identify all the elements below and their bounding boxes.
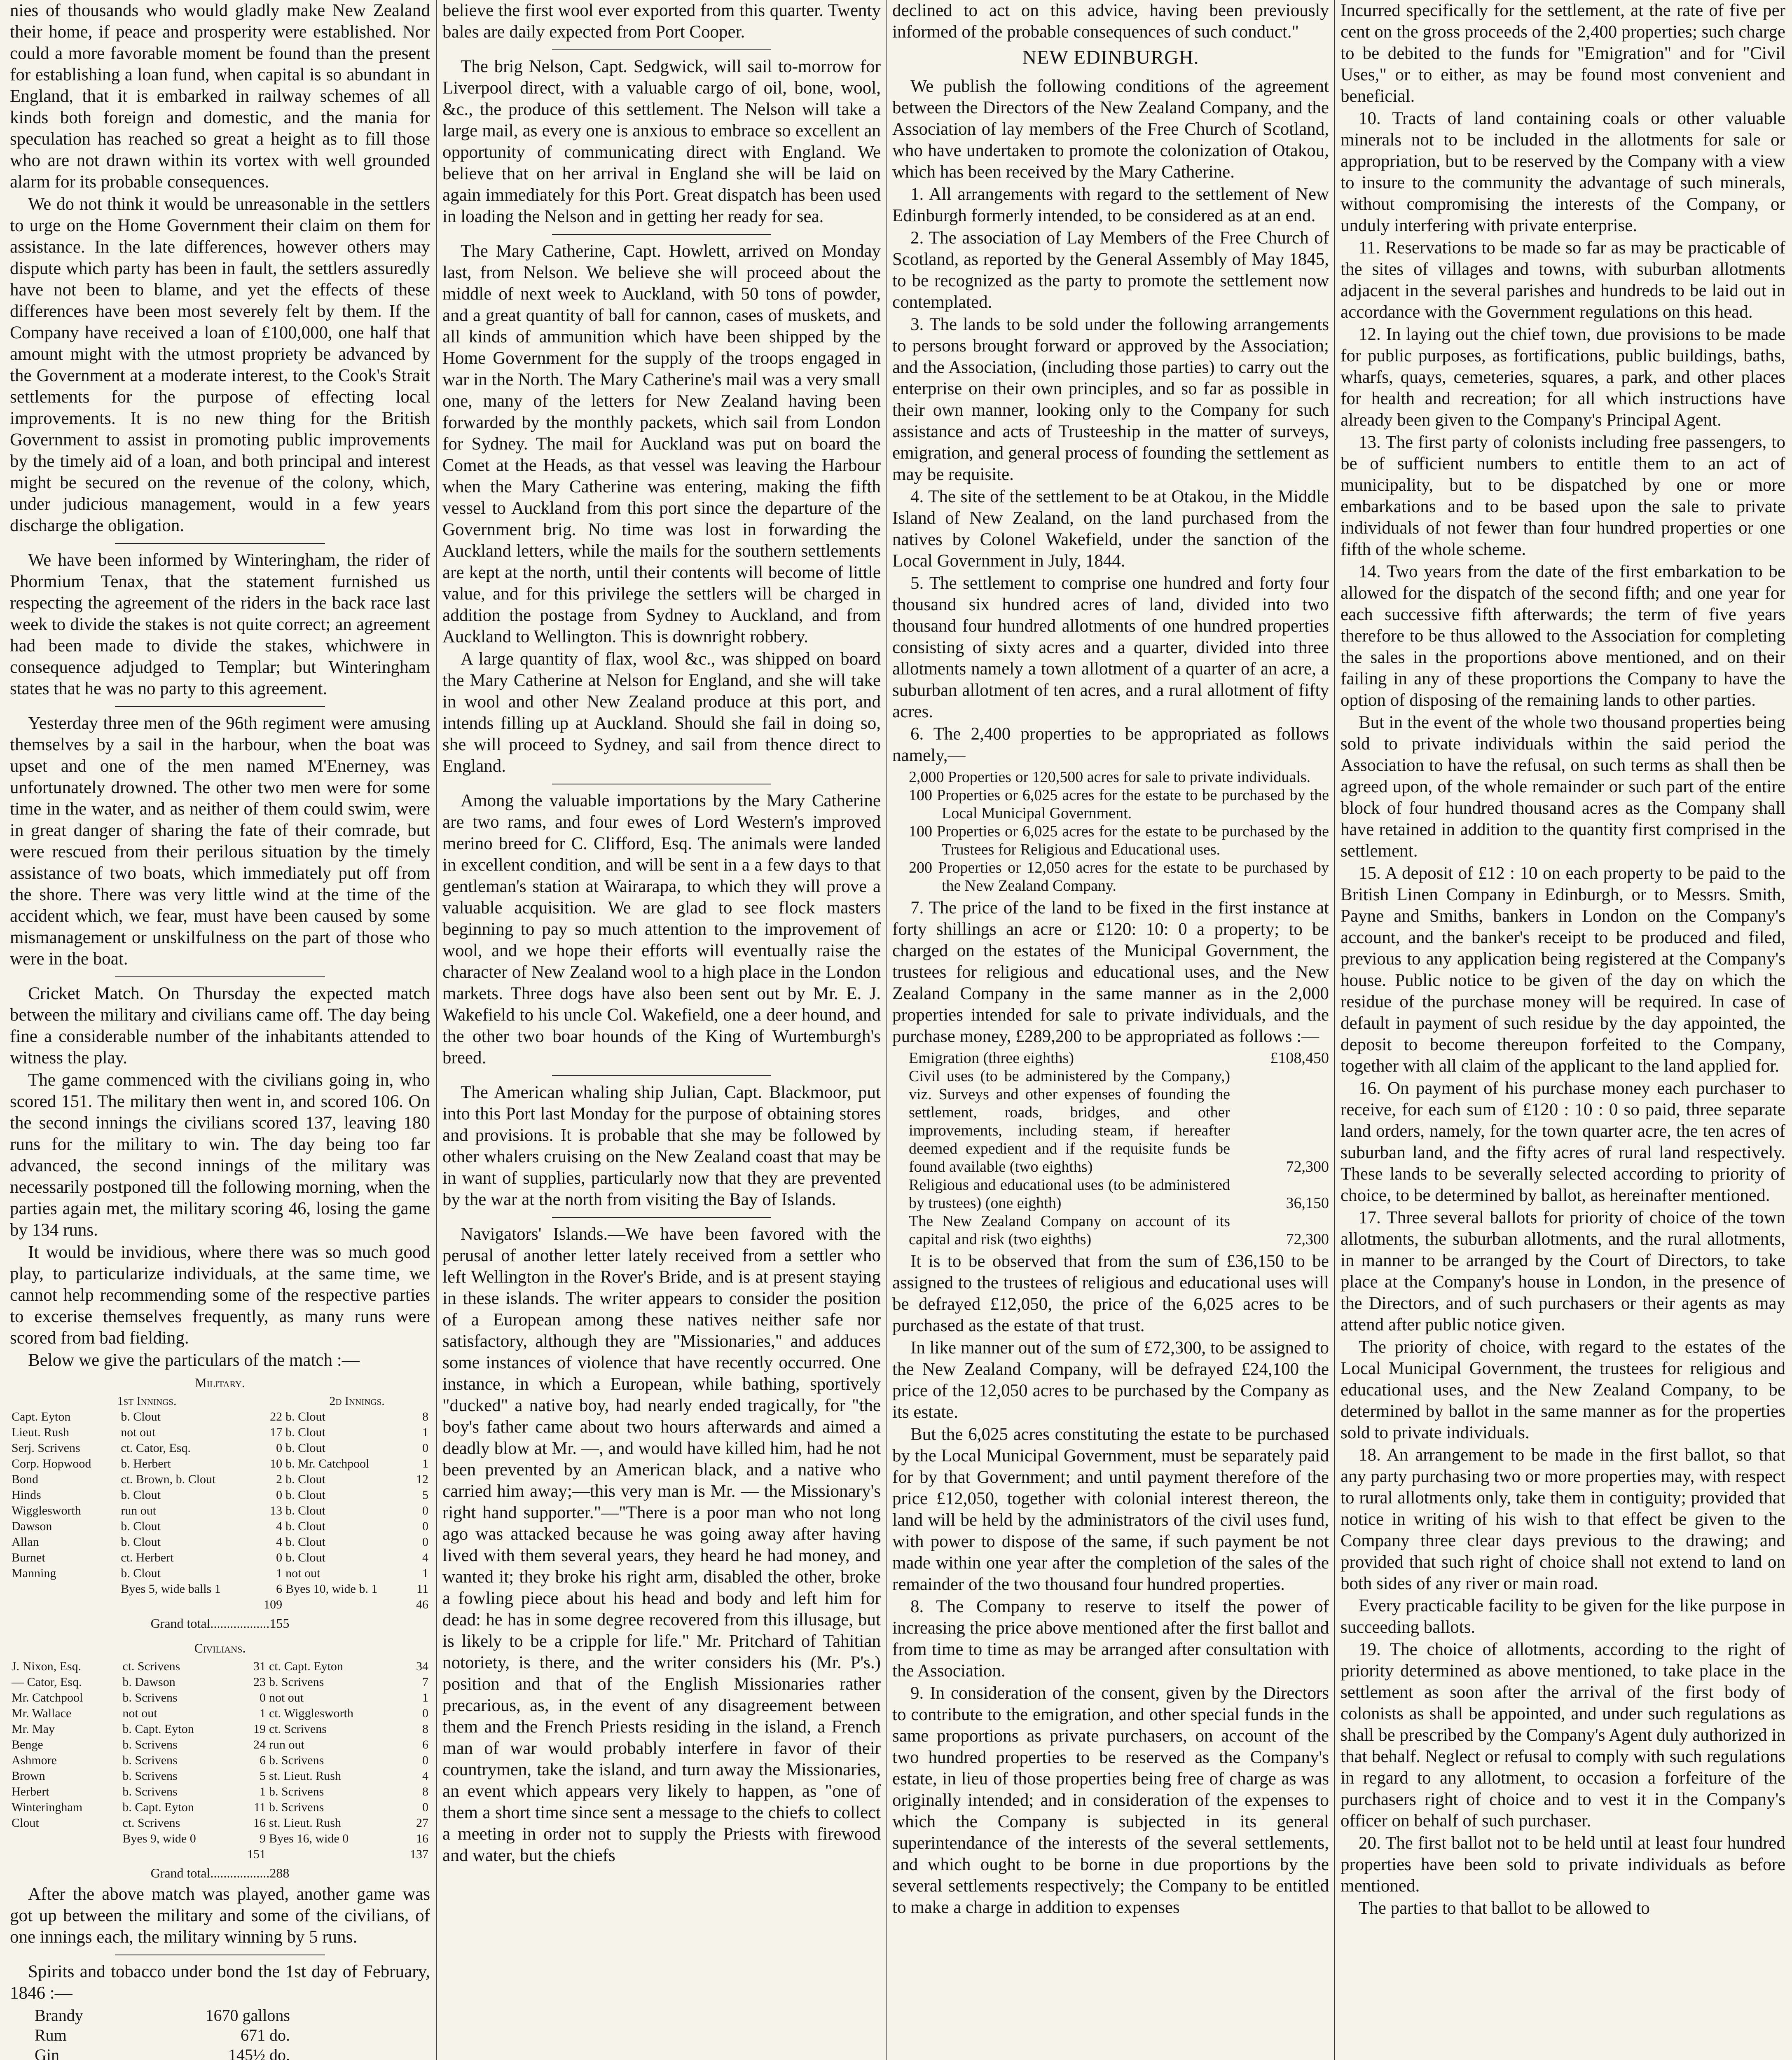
dismissal: run out xyxy=(121,1504,157,1517)
table-row xyxy=(10,1659,430,1674)
runs: 4 xyxy=(422,1551,428,1564)
player-name: Mr. Wallace xyxy=(12,1707,72,1720)
article-paragraph: We publish the following conditions of the agreement between the Directors of the New Zealand Company, and the Association of lay members of the Free Church of Scotland, who have undertaken to promote the colonization of Otakou, which has been received by the Mary Catherine. xyxy=(892,77,1329,182)
article-paragraph: Below we give the particulars of the match :— xyxy=(28,1351,360,1370)
player-name: Hinds xyxy=(12,1488,41,1502)
article-paragraph: declined to act on this advice, having been previously informed of the probable consequences of such conduct." xyxy=(892,1,1329,42)
table-row xyxy=(10,1519,430,1534)
fund-allocation-item xyxy=(892,1212,1329,1248)
dismissal: b. Scrivens xyxy=(122,1738,178,1751)
stock-name: Gin xyxy=(35,2046,59,2060)
runs: 0 xyxy=(422,1504,428,1517)
runs: 22 xyxy=(270,1410,283,1423)
table-row xyxy=(10,1550,430,1566)
article-paragraph: nies of thousands who would gladly make New Zealand their home, if peace and prosperity were established. Nor could a more favorable moment be found than the present for establishing a loan fund, when capital is so abundant in England, that it is embarked in railway schemes of all kinds both foreign and domestic, and the mania for speculation has reached so great a height as to fill those who are not drawn within its vortex with well grounded alarm for its probable consequences. xyxy=(10,1,430,192)
article-paragraph: Incurred specifically for the settlement, at the rate of five per cent on the gross proceeds of the 2,400 properties; such charge to be debited to the funds for "Emigration" and for "Civil Uses," or to either, as may be found most convenient and beneficial. xyxy=(1340,1,1785,106)
military-score-table xyxy=(10,1393,430,1613)
property-allocation-item: 100 Properties or 6,025 acres for the estate to be purchased by the Trustees for Religious and Educational uses. xyxy=(909,823,1329,858)
runs: 6 xyxy=(276,1582,283,1596)
section-heading: NEW EDINBURGH. xyxy=(1022,47,1199,68)
fund-allocation-item xyxy=(892,1176,1329,1212)
dismissal: b. Clout xyxy=(285,1472,325,1486)
article-paragraph: Yesterday three men of the 96th regiment were amusing themselves by a sail in the harbour, when the boat was upset and one of the men named M'Enerney, was unfortunately drowned. The other two men were for some time in the water, and as neither of them could swim, were in great danger of sharing the fate of their comrade, but were rescued from their perilous situation by the timely assistance of two boats, which immediately put off from the shore. There was very little wind at the time of the accident which, we fear, must have been caused by some mismanagement or unskilfulness on the part of those who were in the boat. xyxy=(10,714,430,969)
runs: 1 xyxy=(422,1566,428,1580)
condition-2: 2. The association of Lay Members of the Free Church of Scotland, as reported by the General Assembly of May 1845, to be recognized as the party to promote the settlement now contemplated. xyxy=(892,228,1329,312)
runs: 4 xyxy=(276,1535,283,1549)
table-row xyxy=(10,1534,430,1550)
runs: 9 xyxy=(259,1832,266,1845)
player-name: Herbert xyxy=(12,1785,49,1798)
condition-7: 7. The price of the land to be fixed in the first instance at forty shillings an acre or £120: 10: 0 a property; to be charged on the estates of the Municipal Government, the trustees for religious and educational uses, and the New Zealand Company in the same manner as in the 2,000 properties intended for sale to private individuals, and the purchase money, £289,200 to be appropriated as follows :— xyxy=(892,898,1329,1046)
table-row xyxy=(10,1815,430,1831)
article-paragraph: A large quantity of flax, wool &c., was shipped on board the Mary Catherine at Nelson for England, and she will take in wool and other New Zealand produce at this port, and intends filling up at Auckland. Should she fail in doing so, she will proceed to Sydney, and sail from thence direct to England. xyxy=(442,649,881,776)
table-row xyxy=(10,1503,430,1519)
stock-item xyxy=(35,2045,290,2060)
column-4 xyxy=(1340,0,1785,2060)
runs: 2 xyxy=(276,1472,283,1486)
dismissal: b. Clout xyxy=(285,1441,325,1455)
article-paragraph: The brig Nelson, Capt. Sedgwick, will sail to-morrow for Liverpool direct, with a valuable cargo of oil, bone, wool, &c., the produce of this settlement. The Nelson will take a large mail, as every one is anxious to embrace so excellent an opportunity of communicating direct with England. We believe that on her arrival in England she will be laid on again immediately for this Port. Great dispatch has been used in loading the Nelson and in getting her ready for sea. xyxy=(442,57,881,226)
property-allocation-item: 2,000 Properties or 120,500 acres for sale to private individuals. xyxy=(909,768,1311,786)
table-row xyxy=(10,1721,430,1737)
table-row xyxy=(10,1737,430,1753)
runs: 16 xyxy=(416,1832,428,1845)
innings-total: 46 xyxy=(416,1598,428,1611)
article-paragraph: The game commenced with the civilians going in, who scored 151. The military then went in, and scored 106. On the second innings the civilians scored 137, leaving 180 runs for the military to win. The day being too far advanced, the second innings of the military was necessarily postponed till the following morning, when the parties again met, the military scoring 46, losing the game by 134 runs. xyxy=(10,1070,430,1240)
dismissal: st. Lieut. Rush xyxy=(269,1816,341,1830)
condition-4: 4. The site of the settlement to be at Otakou, in the Middle Island of New Zealand, on the land purchased from the natives by Colonel Wakefield, under the sanction of the Local Government in July, 1844. xyxy=(892,487,1329,571)
runs: 6 xyxy=(422,1738,428,1751)
player-name: Brown xyxy=(12,1769,45,1783)
dismissal: ct. Cator, Esq. xyxy=(121,1441,191,1455)
dismissal: b. Clout xyxy=(285,1551,325,1564)
player-name: Dawson xyxy=(12,1519,52,1533)
runs: 1 xyxy=(259,1707,266,1720)
stock-name: Rum xyxy=(35,2026,67,2044)
dismissal: ct. Wigglesworth xyxy=(269,1707,353,1720)
article-paragraph: In like manner out of the sum of £72,300, to be assigned to the New Zealand Company, will be defrayed £24,100 the price of the 12,050 acres to be purchased by the Company as its estate. xyxy=(892,1338,1329,1422)
article-paragraph: We have been informed by Winteringham, the rider of Phormium Tenax, that the statement furnished us respecting the agreement of the riders in the back race last week to divide the stakes is not quite correct; an agreement had been made to divide the stakes, whichwere in consequence adjudged to Templar; but Winteringham states that he was no party to this agreement. xyxy=(10,550,430,698)
divider xyxy=(115,543,325,544)
player-name: Winteringham xyxy=(12,1800,83,1814)
runs: 19 xyxy=(253,1722,266,1736)
player-name: Capt. Eyton xyxy=(12,1410,71,1423)
runs: 6 xyxy=(259,1753,266,1767)
column-rule xyxy=(1334,0,1335,2060)
player-name: Wigglesworth xyxy=(12,1504,81,1517)
dismissal: b. Clout xyxy=(285,1535,325,1549)
runs: 8 xyxy=(422,1785,428,1798)
condition-14: 14. Two years from the date of the first embarkation to be allowed for the dispatch of the second fifth; and one year for each successive fifth afterwards; the term of five years therefore to be thus allowed to the Association for completing the sales in the proportions above mentioned, and on their failing in any of these proportions the Company to have the option of disposing of the remaining lands to other parties. xyxy=(1340,562,1785,710)
runs: 11 xyxy=(416,1582,428,1596)
article-paragraph: It is to be observed that from the sum of £36,150 to be assigned to the trustees of religious and educational uses will be defrayed £12,050, the price of the 6,025 acres to be purchased as the estate of that trust. xyxy=(892,1252,1329,1335)
dismissal: not out xyxy=(122,1707,157,1720)
table-row xyxy=(10,1753,430,1768)
condition-5: 5. The settlement to comprise one hundred and forty four thousand six hundred acres of land, divided into two thousand four hundred allotments of one hundred properties consisting of sixty acres and a quarter, divided into three allotments namely a town allotment of a quarter of an acre, a suburban allotment of ten acres, and a rural allotment of fifty acres. xyxy=(892,574,1329,721)
dismissal: not out xyxy=(269,1691,304,1704)
runs: 0 xyxy=(422,1535,428,1549)
table-row xyxy=(10,1409,430,1425)
allocation-amount: 72,300 xyxy=(1286,1158,1329,1175)
dismissal: b. Clout xyxy=(285,1504,325,1517)
runs: 8 xyxy=(422,1722,428,1736)
dismissal: Byes 9, wide 0 xyxy=(122,1832,196,1845)
article-paragraph: Spirits and tobacco under bond the 1st day of February, 1846 :— xyxy=(10,1962,430,2003)
table-row xyxy=(10,1768,430,1784)
table-row xyxy=(10,1566,430,1581)
fund-allocation-item xyxy=(892,1049,1329,1067)
runs: 1 xyxy=(422,1691,428,1704)
runs: 0 xyxy=(422,1519,428,1533)
runs: 0 xyxy=(422,1753,428,1767)
table-row xyxy=(10,1425,430,1440)
dismissal: b. Clout xyxy=(121,1566,161,1580)
dismissal: ct. Capt. Eyton xyxy=(269,1660,343,1673)
table-row xyxy=(10,1674,430,1690)
condition-16: 16. On payment of his purchase money each purchaser to receive, for each sum of £120 : 10 : 0 so paid, three separate land orders, namely, for the town quarter acre, the ten acres of suburban land, and the fifty acres of rural land respectively. These lands to be severally selected according to priority of choice, to be determined by ballot, as hereinafter mentioned. xyxy=(1340,1079,1785,1205)
dismissal: b. Herbert xyxy=(121,1457,171,1470)
divider xyxy=(552,49,771,50)
dismissal: b. Mr. Catchpool xyxy=(285,1457,370,1470)
grand-total: Grand total..................155 xyxy=(150,1616,290,1631)
article-paragraph: But the 6,025 acres constituting the estate to be purchased by the Local Municipal Government, must be separately paid for by that Government; and until payment therefore of the price £12,050, together with colonial interest thereon, the land will be held by the administrators of the civil uses fund, with power to dispose of the same, if such payment be not made within one year after the completion of the sales of the remainder of the two thousand four hundred properties. xyxy=(892,1425,1329,1594)
condition-20: 20. The first ballot not to be held until at least four hundred properties have been sold to private individuals as before mentioned. xyxy=(1340,1833,1785,1896)
column-1 xyxy=(10,0,430,2060)
grand-total: Grand total..................288 xyxy=(150,1866,290,1880)
stock-name: Brandy xyxy=(35,2006,83,2025)
dismissal: ct. Scrivens xyxy=(122,1660,180,1673)
player-name: Burnet xyxy=(12,1551,45,1564)
article-paragraph: believe the first wool ever exported from this quarter. Twenty bales are daily expected from Port Cooper. xyxy=(442,1,881,42)
innings-header: 1st Innings. xyxy=(117,1394,177,1408)
player-name: Corp. Hopwood xyxy=(12,1457,91,1470)
stock-quantity: 671 do. xyxy=(241,2026,290,2044)
dismissal: ct. Brown, b. Clout xyxy=(121,1472,216,1486)
runs: 4 xyxy=(422,1769,428,1783)
condition-8: 8. The Company to reserve to itself the power of increasing the price above mentioned after the first ballot and from time to time as may be arranged after consultation with the Association. xyxy=(892,1597,1329,1681)
condition-1: 1. All arrangements with regard to the settlement of New Edinburgh formerly intended, to be considered as at an end. xyxy=(892,185,1329,225)
stock-item xyxy=(35,2025,290,2045)
article-paragraph: Among the valuable importations by the Mary Catherine are two rams, and four ewes of Lord Western's improved merino breed for C. Clifford, Esq. The animals were landed in excellent condition, and will be sent in a a few days to that gentleman's station at Wairarapa, to which they will prove a valuable acquisition. We are glad to see flock masters beginning to pay so much attention to the improvement of wool, and we hope their efforts will eventually raise the character of New Zealand wool to a high place in the London markets. Three dogs have also been sent out by Mr. E. J. Wakefield to his uncle Col. Wakefield, one a deer hound, and the other two boar hounds of the King of Wurtemburgh's breed. xyxy=(442,791,881,1067)
dismissal: b. Scrivens xyxy=(122,1753,178,1767)
dismissal: Byes 10, wide b. 1 xyxy=(285,1582,378,1596)
condition-10: 10. Tracts of land containing coals or other valuable minerals not to be included in the allotments for sale or appropriation, but to be reserved by the Company with a view to insure to the community the advantage of such minerals, without compromising the interests of the Company, or unduly interfering with private enterprise. xyxy=(1340,109,1785,235)
runs: 1 xyxy=(259,1785,266,1798)
condition-11: 11. Reservations to be made so far as may be practicable of the sites of villages and towns, with suburban allotments adjacent in the several parishes and hundreds to be laid out in accordance with the Government regulations on this head. xyxy=(1340,238,1785,322)
dismissal: st. Lieut. Rush xyxy=(269,1769,341,1783)
dismissal: b. Clout xyxy=(121,1535,161,1549)
condition-13: 13. The first party of colonists including free passengers, to be of sufficient numbers to entitle them to an act of municipality, but to be dispatched by one or more embarkations and to be based upon the sale to private individuals of not fewer than four hundred properties or one fifth of the whole scheme. xyxy=(1340,433,1785,559)
article-paragraph: The priority of choice, with regard to the estates of the Local Municipal Government, the trustees for religious and educational uses, and the New Zealand Company, to be determined by ballot in the same manner as for the properties sold to private individuals. xyxy=(1340,1337,1785,1442)
allocation-label: Civil uses (to be administered by the Company,) viz. Surveys and other expenses of founding the settlement, roads, bridges, and other improvements, including steam, if hereafter deemed expedient and if the requisite funds be found available (two eighths) xyxy=(909,1067,1230,1175)
player-name: Ashmore xyxy=(12,1753,57,1767)
condition-12: 12. In laying out the chief town, due provisions to be made for public purposes, as fortifications, public buildings, baths, wharfs, quays, cemeteries, squares, a park, and other places for health and recreation; for all which instructions have already been given to the Company's Principal Agent. xyxy=(1340,325,1785,430)
fund-allocation-list xyxy=(892,1049,1329,1248)
divider xyxy=(115,976,325,977)
runs: 34 xyxy=(416,1660,428,1673)
property-allocation-item: 100 Properties or 6,025 acres for the estate to be purchased by the Local Municipal Government. xyxy=(909,787,1329,822)
dismissal: b. Capt. Eyton xyxy=(122,1722,194,1736)
runs: 23 xyxy=(253,1675,266,1689)
dismissal: b. Clout xyxy=(121,1519,161,1533)
table-row xyxy=(10,1472,430,1487)
dismissal: run out xyxy=(269,1738,304,1751)
article-paragraph: The American whaling ship Julian, Capt. Blackmoor, put into this Port last Monday for the purpose of obtaining stores and provisions. It is probable that she may be followed by other whalers cruising on the New Zealand coast that may be in want of supplies, particularly now that they are prevented by the war at the north from visiting the Bay of Islands. xyxy=(442,1083,881,1209)
allocation-amount: 72,300 xyxy=(1286,1231,1329,1248)
player-name: Benge xyxy=(12,1738,43,1751)
table-row xyxy=(10,1690,430,1706)
article-paragraph: We do not think it would be unreasonable in the settlers to urge on the Home Government their claim on them for assistance. In the late differences, however others may dispute which party has been in fault, the settlers assuredly have not been to blame, and yet the effects of these differences have been most severely felt by them. If the Company have received a loan of £100,000, one half that amount might with the utmost propriety be advanced by the Government at a moderate interest, to the Cook's Strait settlements for the purpose of effecting local improvements. It is no new thing for the British Government to assist in promoting public improvements by the timely aid of a loan, and both principal and interest might be secured on the revenue of the colony, which, under judicious management, would in a few years discharge the obligation. xyxy=(10,194,430,535)
condition-18: 18. An arrangement to be made in the first ballot, so that any party purchasing two or more properties may, with respect to rural allotments only, take them in contiguity; provided that notice in writing of his wish to that effect be given to the Company three clear days previous to the drawing; and provided that such right of choice shall not extend to land on both sides of any river or main road. xyxy=(1340,1445,1785,1593)
divider xyxy=(552,1075,771,1076)
dismissal: b. Scrivens xyxy=(122,1785,178,1798)
allocation-label: Religious and educational uses (to be administered by trustees) (one eighth) xyxy=(909,1176,1230,1212)
dismissal: b. Clout xyxy=(285,1519,325,1533)
table-row xyxy=(10,1487,430,1503)
dismissal: b. Scrivens xyxy=(269,1800,324,1814)
player-name: J. Nixon, Esq. xyxy=(12,1660,82,1673)
article-paragraph: Navigators' Islands.—We have been favored with the perusal of another letter lately received from a settler who left Wellington in the Rover's Bride, and is at present staying in these islands. The writer appears to consider the position of a European among these natives neither safe nor satisfactory, although they are "Missionaries," and adduces some instances of violence that have recently occurred. One instance, in which a European, while bathing, sportively "ducked" a native boy, had nearly ended tragically, for "the boy's father came about two hours afterwards and aimed a deadly blow at Mr. —, and would have killed him, had he not been prevented by an American black, and a native who carried him away;—this very man is Mr. — the Missionary's right hand supporter."—"There is a poor man who not long ago was attacked because he was going away after having lived with them several years, they heard he had money, and wanted it; they broke his right arm, disabled the other, broke a fowling piece about his head and body and left him for dead: he has in some degree recovered from this illusage, but is likely to be a cripple for life." Mr. Pritchard of Tahitian notoriety, is there, and the writer considers his (Mr. P's.) position and that of the English Missionaries rather precarious, as, in the event of any disagreement between them and the French Priests residing in the island, a French man of war would probably interfere in favor of their countrymen, take the island, and turn away the Missionaries, an event which appears very likely to happen, as "one of them a short time since sent a message to the chiefs to collect a meeting in order not to supply the Priests with firewood and water, but the chiefs xyxy=(442,1224,881,1865)
player-name: Clout xyxy=(12,1816,39,1830)
runs: 1 xyxy=(276,1566,283,1580)
dismissal: b. Clout xyxy=(285,1410,325,1423)
runs: 4 xyxy=(276,1519,283,1533)
runs: 0 xyxy=(276,1551,283,1564)
runs: 7 xyxy=(422,1675,428,1689)
column-3 xyxy=(892,0,1329,2060)
article-paragraph: The parties to that ballot to be allowed to xyxy=(1359,1898,1650,1918)
dismissal: ct. Herbert xyxy=(121,1551,174,1564)
dismissal: ct. Scrivens xyxy=(269,1722,327,1736)
runs: 27 xyxy=(416,1816,428,1830)
runs: 5 xyxy=(422,1488,428,1502)
bonded-stock-list xyxy=(35,2006,430,2060)
runs: 0 xyxy=(422,1800,428,1814)
dismissal: b. Clout xyxy=(285,1488,325,1502)
condition-17: 17. Three several ballots for priority of choice of the town allotments, the suburban allotments, and the rural allotments, in manner to be arranged by the Court of Directors, to take place at the Company's house in London, in the presence of the Directors, and of such purchasers or their agents as may attend after public notice given. xyxy=(1340,1208,1785,1334)
dismissal: b. Scrivens xyxy=(122,1691,178,1704)
table-row xyxy=(10,1456,430,1472)
runs: 13 xyxy=(270,1504,283,1517)
condition-6: 6. The 2,400 properties to be appropriated as follows namely,— xyxy=(892,724,1329,765)
player-name: Manning xyxy=(12,1566,56,1580)
runs: 0 xyxy=(276,1488,283,1502)
player-name: — Cator, Esq. xyxy=(12,1675,82,1689)
column-rule xyxy=(886,0,887,2060)
dismissal: b. Capt. Eyton xyxy=(122,1800,194,1814)
column-rule xyxy=(436,0,437,2060)
dismissal: b. Clout xyxy=(121,1488,161,1502)
innings-total: 137 xyxy=(410,1847,428,1861)
stock-quantity: 145½ do. xyxy=(228,2046,290,2060)
runs: 1 xyxy=(422,1457,428,1470)
innings-total: 151 xyxy=(247,1847,266,1861)
runs: 10 xyxy=(270,1457,283,1470)
military-heading: Military. xyxy=(195,1375,245,1390)
table-row xyxy=(10,1800,430,1815)
runs: 17 xyxy=(270,1426,283,1439)
article-paragraph: After the above match was played, another game was got up between the military and some of the civilians, of one innings each, the military winning by 5 runs. xyxy=(10,1884,430,1947)
dismissal: b. Scrivens xyxy=(269,1785,324,1798)
dismissal: b. Clout xyxy=(121,1410,161,1423)
fund-allocation-item xyxy=(892,1067,1329,1176)
runs: 31 xyxy=(253,1660,266,1673)
player-name: Serj. Scrivens xyxy=(12,1441,80,1455)
civilians-heading: Civilians. xyxy=(194,1641,246,1655)
divider xyxy=(115,706,325,707)
article-paragraph: Every practicable facility to be given for the like purpose in succeeding ballots. xyxy=(1340,1596,1785,1637)
runs: 0 xyxy=(422,1441,428,1455)
stock-quantity: 1670 gallons xyxy=(205,2006,290,2025)
dismissal: b. Dawson xyxy=(122,1675,175,1689)
runs: 0 xyxy=(259,1691,266,1704)
condition-3: 3. The lands to be sold under the following arrangements to persons brought forward or approved by the Association; and the Association, (including those parties) to carry out the enterprise on their own principles, and so far as possible in their own manner, looking only to the Company for such assistance and acts of Trusteeship in the matter of surveys, emigration, and general process of founding the settlement as may be requisite. xyxy=(892,315,1329,484)
innings-total: 109 xyxy=(264,1598,283,1611)
dismissal: b. Scrivens xyxy=(122,1769,178,1783)
runs: 0 xyxy=(422,1707,428,1720)
runs: 0 xyxy=(276,1441,283,1455)
player-name xyxy=(10,1581,119,1597)
dismissal: b. Clout xyxy=(285,1426,325,1439)
column-2 xyxy=(442,0,881,2060)
runs: 8 xyxy=(422,1410,428,1423)
player-name: Bond xyxy=(12,1472,39,1486)
allocation-label: The New Zealand Company on account of its capital and risk (two eighths) xyxy=(909,1213,1230,1248)
runs: 12 xyxy=(416,1472,428,1486)
runs: 16 xyxy=(253,1816,266,1830)
table-row xyxy=(10,1784,430,1800)
condition-9: 9. In consideration of the consent, given by the Directors to contribute to the emigration, and other special funds in the same proportions as private purchasers, on account of the two hundred properties to be reserved as the Company's estate, in lieu of those properties being free of charge as was originally intended; and in consideration of the expenses to which the Company is subjected in its general superintendance of the interests of the several settlements, and which ought to be borne in due proportions by the several settlements respectively; the Company to be entitled to make a charge in addition to expenses xyxy=(892,1683,1329,1917)
condition-19: 19. The choice of allotments, according to the right of priority determined as above mentioned, to take place in the settlement as soon after the arrival of the first body of colonists as shall be appointed, and under such regulations as shall be prescribed by the Company's Agent duly authorized in that behalf. Neglect or refusal to comply with such regulations in regard to any allotment, to occasion a forfeiture of the purchasers right of choice and to vest it in the Company's officer on behalf of such purchaser. xyxy=(1340,1640,1785,1831)
player-name xyxy=(10,1831,121,1847)
dismissal: not out xyxy=(285,1566,321,1580)
table-row xyxy=(10,1440,430,1456)
dismissal: b. Scrivens xyxy=(269,1753,324,1767)
table-row xyxy=(10,1581,430,1597)
player-name: Mr. May xyxy=(12,1722,55,1736)
player-name: Allan xyxy=(12,1535,39,1549)
runs: 24 xyxy=(253,1738,266,1751)
article-paragraph: The Mary Catherine, Capt. Howlett, arrived on Monday last, from Nelson. We believe she will proceed about the middle of next week to Auckland, with 50 tons of powder, and a great quantity of ball for cannon, cases of muskets, and all kinds of ammunition which have been shipped by the Home Government for the supply of the troops engaged in war in the North. The Mary Catherine's mail was a very small one, many of the letters for New Zealand having been forwarded by the monthly packets, which sail from London for Sydney. The mail for Auckland was put on board the Comet at the Heads, as that vessel was leaving the Harbour when the Mary Catherine was entering, making the fifth vessel to Auckland from this port since the departure of the Government brig. No time was lost in forwarding the Auckland letters, while the mails for the southern settlements are kept at the north, until their contents will become of little value, and for this privilege the settlers will be charged in addition the postage from Sydney to Auckland, and from Auckland to Wellington. This is downright robbery. xyxy=(442,241,881,646)
dismissal: ct. Scrivens xyxy=(122,1816,180,1830)
article-paragraph: Cricket Match. On Thursday the expected match between the military and civilians came off. The day being fine a considerable number of the inhabitants attended to witness the play. xyxy=(10,984,430,1067)
table-row xyxy=(10,1831,430,1847)
divider xyxy=(552,234,771,235)
dismissal: Byes 5, wide balls 1 xyxy=(121,1582,221,1596)
dismissal: b. Scrivens xyxy=(269,1675,324,1689)
article-paragraph: It would be invidious, where there was so much good play, to particularize individuals, at the same time, we cannot help recommending some of the respective parties to excerise themselves frequently, as many runs were scored from bad fielding. xyxy=(10,1243,430,1348)
allocation-label: Emigration (three eighths) xyxy=(909,1049,1074,1067)
allocation-amount: £108,450 xyxy=(1270,1049,1329,1067)
dismissal: Byes 16, wide 0 xyxy=(269,1832,349,1845)
civilian-score-table xyxy=(10,1659,430,1862)
table-row xyxy=(10,1706,430,1721)
player-name: Lieut. Rush xyxy=(12,1426,69,1439)
runs: 5 xyxy=(259,1769,266,1783)
player-name: Mr. Catchpool xyxy=(12,1691,83,1704)
runs: 11 xyxy=(254,1800,266,1814)
article-paragraph: But in the event of the whole two thousand properties being sold to private individuals within the said period the Association to have the refusal, on such terms as shall then be agreed upon, of the whole remainder or such part of the entire block of four hundred thousand acres as the Company shall have retained in addition to the quantity first comprised in the settlement. xyxy=(1340,713,1785,861)
condition-15: 15. A deposit of £12 : 10 on each property to be paid to the British Linen Company in Edinburgh, or to Messrs. Smith, Payne and Smiths, bankers in London on the Company's account, and the banker's receipt to be produced and filed, previous to any application being registered at the Company's house. Public notice to be given of the day on which the residue of the purchase money will be required. In case of default in payment of such residue by the day appointed, the deposit to become thereupon forfeited to the Company, together with all claim of the applicant to the land applied for. xyxy=(1340,864,1785,1076)
property-allocation-item: 200 Properties or 12,050 acres for the estate to be purchased by the New Zealand Company. xyxy=(909,859,1329,894)
property-allocation-list xyxy=(892,768,1329,895)
divider xyxy=(552,1217,771,1218)
runs: 1 xyxy=(422,1426,428,1439)
dismissal: not out xyxy=(121,1426,156,1439)
innings-header: 2d Innings. xyxy=(329,1394,385,1408)
allocation-amount: 36,150 xyxy=(1286,1194,1329,1212)
stock-item xyxy=(35,2006,290,2025)
